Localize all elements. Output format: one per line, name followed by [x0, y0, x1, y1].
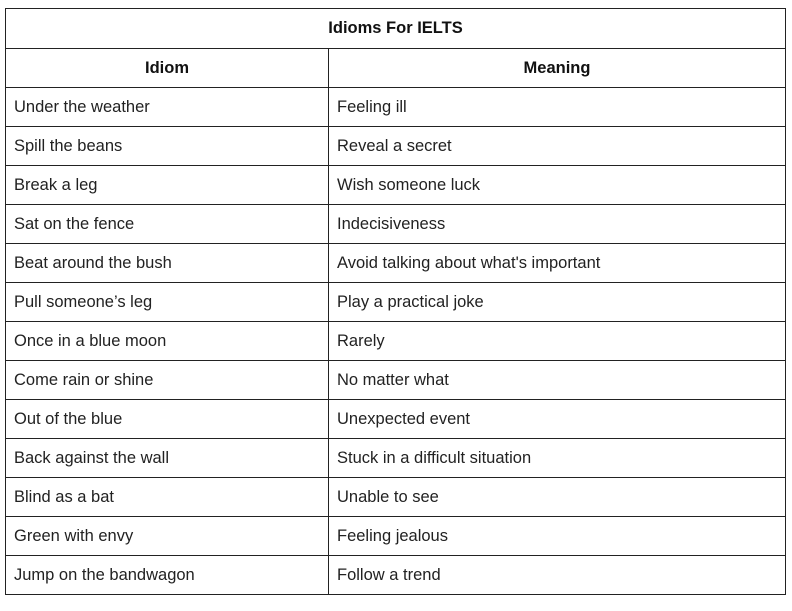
- table-row: [6, 439, 786, 478]
- table-title-row: [6, 9, 786, 49]
- meaning-cell: Wish someone luck: [329, 166, 786, 205]
- meaning-cell: Follow a trend: [329, 556, 786, 595]
- idiom-cell: Jump on the bandwagon: [6, 556, 329, 595]
- idiom-cell: Blind as a bat: [6, 478, 329, 517]
- idioms-table-container: [5, 8, 785, 595]
- column-header-idiom: Idiom: [6, 49, 329, 88]
- meaning-cell: Feeling jealous: [329, 517, 786, 556]
- table-row: [6, 166, 786, 205]
- idiom-cell: Green with envy: [6, 517, 329, 556]
- idioms-table: [5, 8, 786, 595]
- table-row: [6, 283, 786, 322]
- table-title: Idioms For IELTS: [6, 9, 786, 49]
- table-row: [6, 244, 786, 283]
- meaning-cell: Reveal a secret: [329, 127, 786, 166]
- idiom-cell: Out of the blue: [6, 400, 329, 439]
- table-row: [6, 400, 786, 439]
- meaning-cell: No matter what: [329, 361, 786, 400]
- meaning-cell: Avoid talking about what's important: [329, 244, 786, 283]
- meaning-cell: Unexpected event: [329, 400, 786, 439]
- table-row: [6, 127, 786, 166]
- table-row: [6, 361, 786, 400]
- idiom-cell: Back against the wall: [6, 439, 329, 478]
- meaning-cell: Unable to see: [329, 478, 786, 517]
- table-row: [6, 478, 786, 517]
- meaning-cell: Stuck in a difficult situation: [329, 439, 786, 478]
- idiom-cell: Pull someone’s leg: [6, 283, 329, 322]
- meaning-cell: Indecisiveness: [329, 205, 786, 244]
- idiom-cell: Break a leg: [6, 166, 329, 205]
- idiom-cell: Beat around the bush: [6, 244, 329, 283]
- table-row: [6, 322, 786, 361]
- meaning-cell: Rarely: [329, 322, 786, 361]
- table-row: [6, 517, 786, 556]
- idiom-cell: Under the weather: [6, 88, 329, 127]
- meaning-cell: Play a practical joke: [329, 283, 786, 322]
- table-row: [6, 556, 786, 595]
- column-header-meaning: Meaning: [329, 49, 786, 88]
- idiom-cell: Once in a blue moon: [6, 322, 329, 361]
- table-header-row: [6, 49, 786, 88]
- idiom-cell: Come rain or shine: [6, 361, 329, 400]
- table-row: [6, 205, 786, 244]
- idiom-cell: Sat on the fence: [6, 205, 329, 244]
- idiom-cell: Spill the beans: [6, 127, 329, 166]
- meaning-cell: Feeling ill: [329, 88, 786, 127]
- table-row: [6, 88, 786, 127]
